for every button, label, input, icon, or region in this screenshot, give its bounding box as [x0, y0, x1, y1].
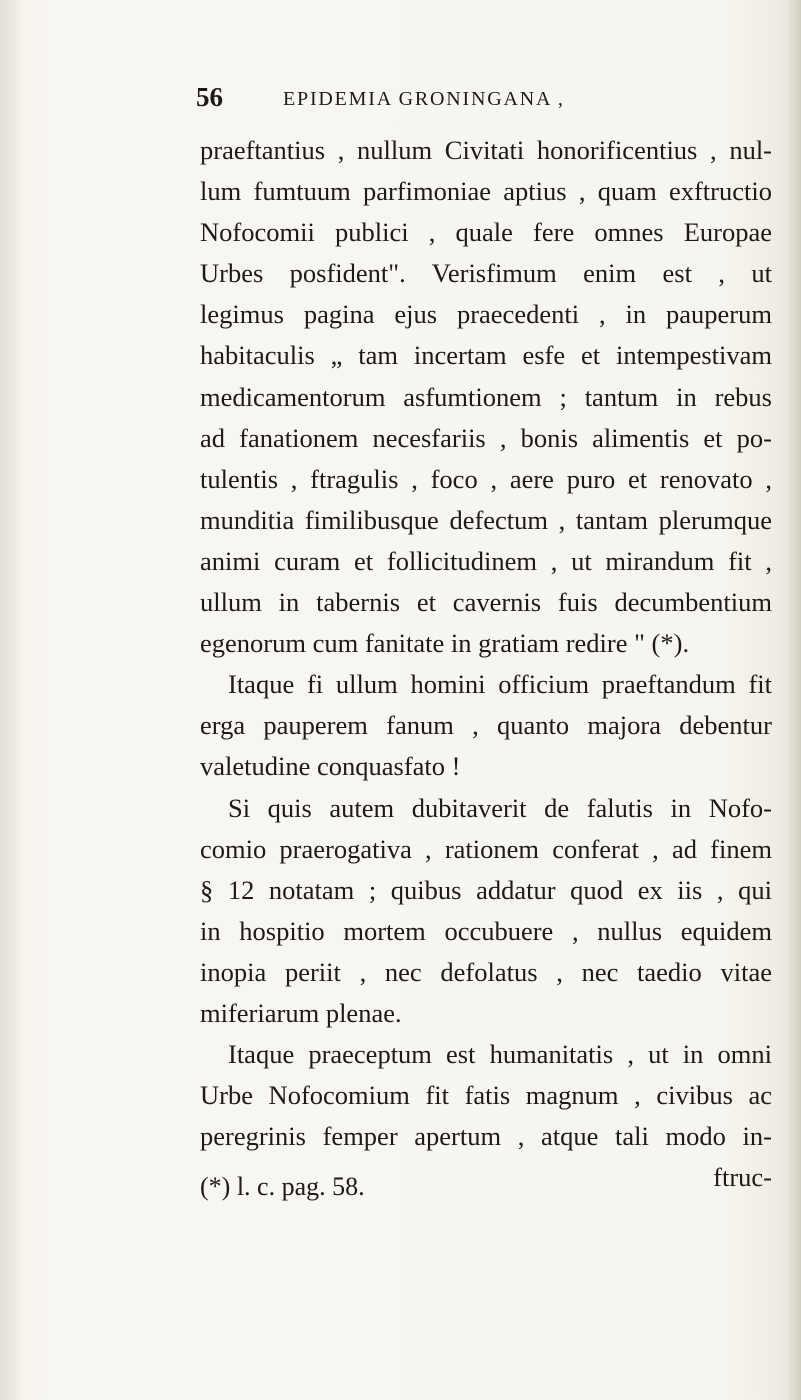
paragraph-start-line: Itaque fi ullum homini officium praeftandum fit — [228, 669, 772, 700]
text-line: ad fanationem necesfariis , bonis alimentis et po- — [200, 422, 772, 453]
text-line: Nofocomii publici , quale fere omnes Europae — [200, 217, 772, 248]
text-line: legimus pagina ejus praecedenti , in pauperum — [200, 299, 772, 330]
page-binding-shadow — [0, 0, 22, 1400]
text-line: miferiarum plenae. — [200, 997, 402, 1028]
text-line: egenorum cum fanitate in gratiam redire " (*). — [200, 628, 690, 659]
text-line: animi curam et follicitudinem , ut mirandum fit , — [200, 545, 772, 576]
text-line: Urbe Nofocomium fit fatis magnum , civibus ac — [200, 1080, 772, 1111]
text-line: munditia fimilibusque defectum , tantam plerumque — [200, 504, 772, 535]
text-line: tulentis , ftragulis , foco , aere puro et renovato , — [200, 463, 772, 494]
paragraph-start-line: Si quis autem dubitaverit de falutis in Nofo- — [228, 792, 772, 823]
text-line: § 12 notatam ; quibus addatur quod ex iis , qui — [200, 874, 772, 905]
text-line: Urbes posfident". Verisfimum enim est , ut — [200, 258, 772, 289]
text-line: medicamentorum asfumtionem ; tantum in rebus — [200, 381, 772, 412]
text-line: valetudine conquasfato ! — [200, 751, 461, 782]
text-line: ullum in tabernis et cavernis fuis decumbentium — [200, 587, 772, 618]
text-line: habitaculis „ tam incertam esfe et intempestivam — [200, 340, 772, 371]
page-header — [196, 82, 676, 122]
text-line: peregrinis femper apertum , atque tali modo in- — [200, 1121, 772, 1152]
text-line: comio praerogativa , rationem conferat , ad finem — [200, 833, 772, 864]
text-line: praeftantius , nullum Civitati honorificentius , nul- — [200, 135, 772, 165]
paragraph-start-line: Itaque praeceptum est humanitatis , ut in omni — [228, 1039, 772, 1070]
page-number: 56 — [196, 82, 223, 112]
text-line: lum fumtuum parfimoniae aptius , quam exftructio — [200, 176, 772, 207]
body-text — [200, 130, 772, 1198]
running-title: EPIDEMIA GRONINGANA , — [283, 88, 565, 110]
catchword: ftruc- — [713, 1162, 772, 1193]
text-line: inopia periit , nec defolatus , nec taedio vitae — [200, 956, 772, 987]
text-line: in hospitio mortem occubuere , nullus equidem — [200, 915, 772, 946]
page-edge-shadow — [787, 0, 801, 1400]
footnote: (*) l. c. pag. 58. — [200, 1172, 365, 1201]
text-line: erga pauperem fanum , quanto majora debentur — [200, 710, 772, 741]
